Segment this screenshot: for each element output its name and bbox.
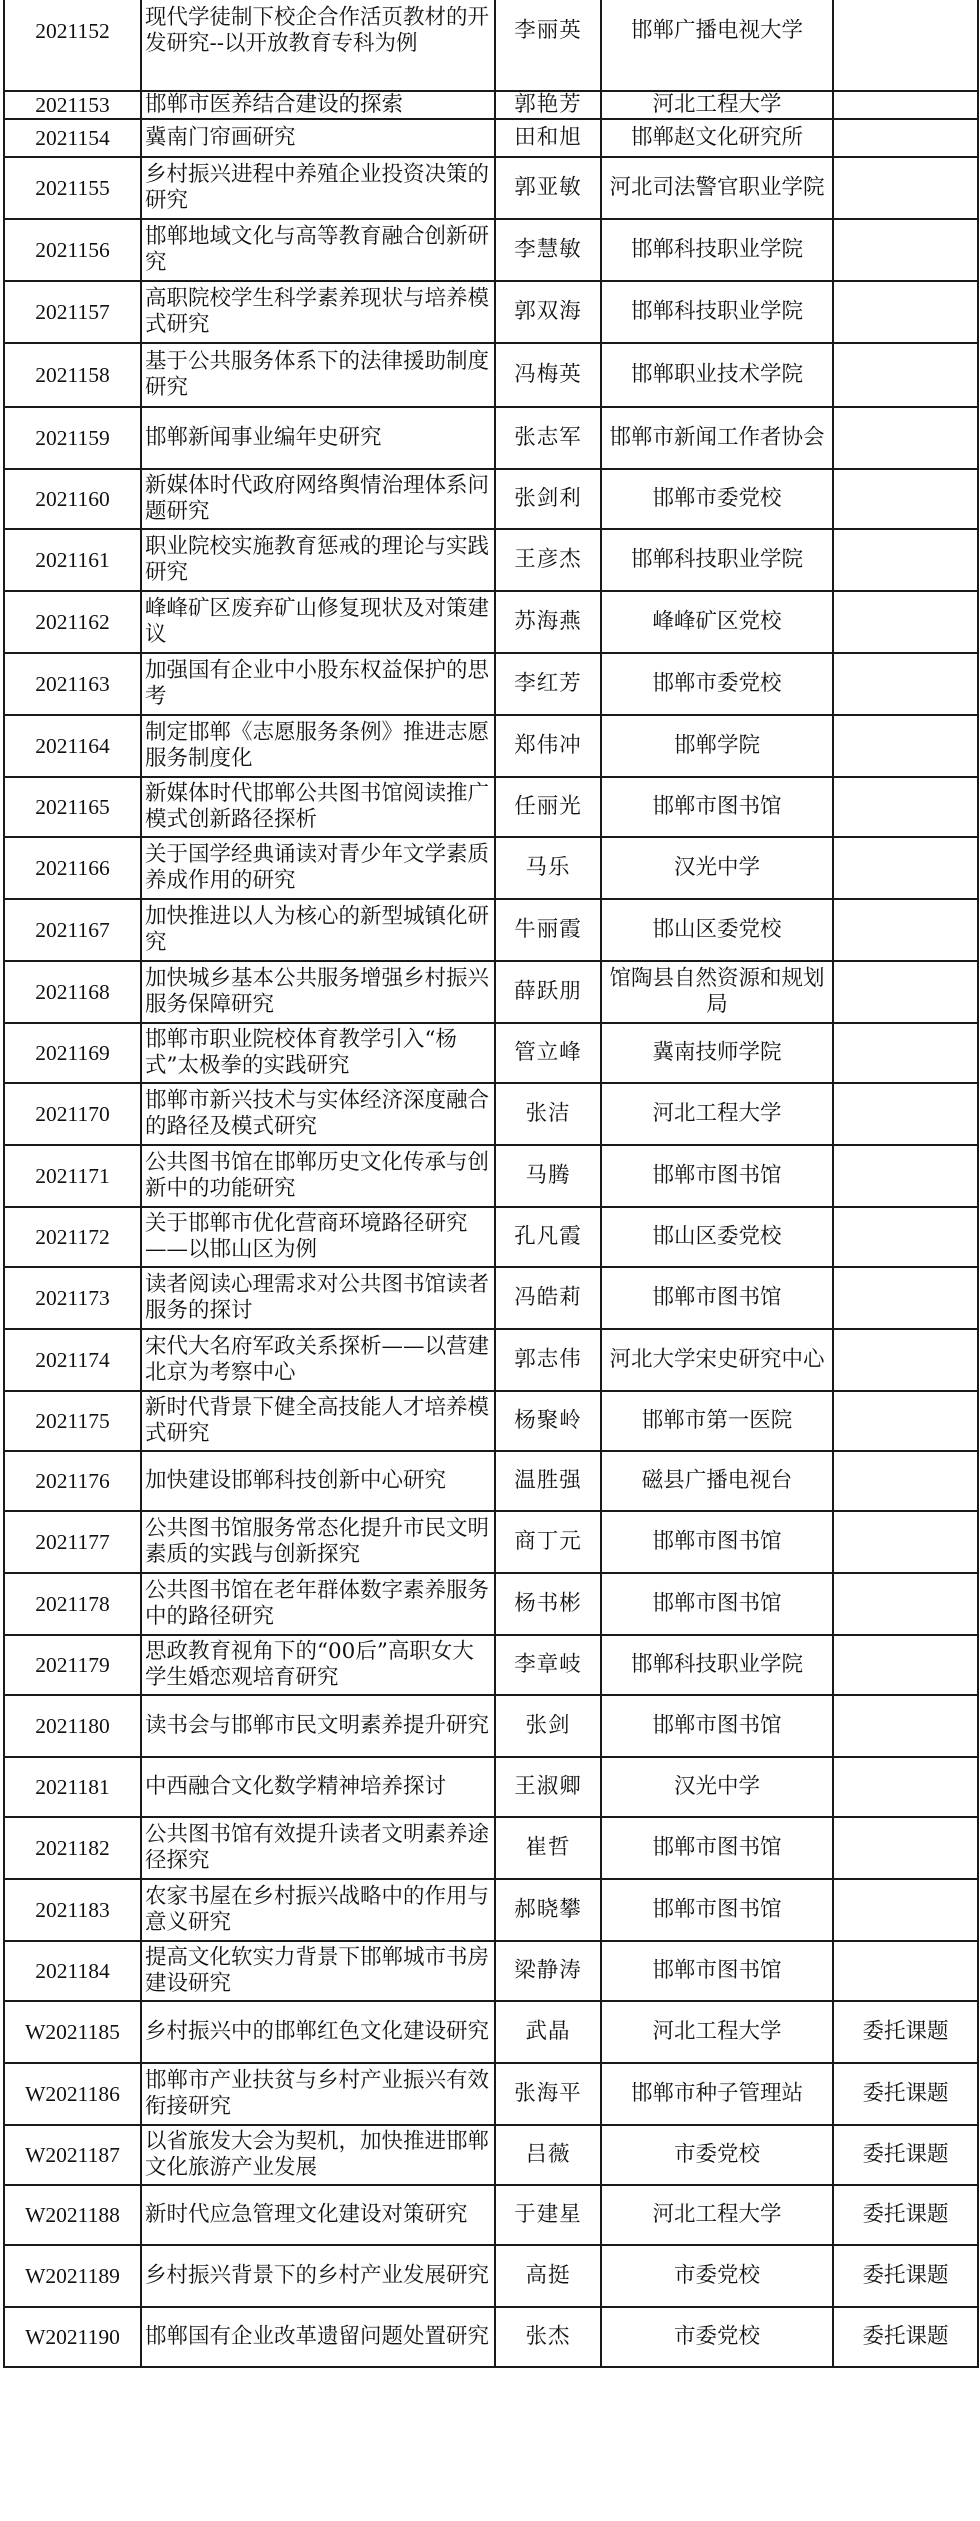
project-table	[3, 0, 979, 2368]
project-note-cell	[833, 281, 978, 343]
project-author-cell: 杨聚岭	[495, 1391, 601, 1451]
project-title-cell: 公共图书馆在老年群体数字素养服务中的路径研究	[141, 1573, 495, 1635]
project-unit-cell: 河北工程大学	[601, 1083, 833, 1145]
table-row	[4, 1573, 978, 1635]
project-title-cell: 公共图书馆服务常态化提升市民文明素质的实践与创新探究	[141, 1511, 495, 1573]
project-unit-cell: 邯郸市图书馆	[601, 777, 833, 837]
project-note-cell	[833, 1879, 978, 1941]
project-id-cell: 2021154	[4, 119, 141, 157]
project-unit-cell: 邯郸市图书馆	[601, 1267, 833, 1329]
project-title-cell: 职业院校实施教育惩戒的理论与实践研究	[141, 529, 495, 591]
project-unit-cell: 磁县广播电视台	[601, 1451, 833, 1511]
project-note-cell	[833, 1207, 978, 1267]
project-author-cell: 任丽光	[495, 777, 601, 837]
project-note-cell	[833, 343, 978, 407]
project-note-cell	[833, 1267, 978, 1329]
project-title-cell: 制定邯郸《志愿服务条例》推进志愿服务制度化	[141, 715, 495, 777]
project-unit-cell: 邯郸市新闻工作者协会	[601, 407, 833, 469]
project-author-cell: 郝晓攀	[495, 1879, 601, 1941]
project-title-cell: 关于邯郸市优化营商环境路径研究——以邯山区为例	[141, 1207, 495, 1267]
project-note-cell: 委托课题	[833, 2185, 978, 2245]
project-unit-cell: 河北工程大学	[601, 2001, 833, 2063]
table-row	[4, 1023, 978, 1083]
project-unit-cell: 邯郸职业技术学院	[601, 343, 833, 407]
table-row	[4, 1329, 978, 1391]
project-title-cell: 农家书屋在乡村振兴战略中的作用与意义研究	[141, 1879, 495, 1941]
project-note-cell	[833, 1573, 978, 1635]
project-author-cell: 张剑	[495, 1695, 601, 1757]
table-row	[4, 1511, 978, 1573]
project-id-cell: 2021178	[4, 1573, 141, 1635]
project-id-cell: 2021184	[4, 1941, 141, 2001]
table-row	[4, 2001, 978, 2063]
table-row	[4, 1267, 978, 1329]
project-unit-cell: 邯郸科技职业学院	[601, 529, 833, 591]
table-row	[4, 343, 978, 407]
project-unit-cell: 邯郸市图书馆	[601, 1879, 833, 1941]
project-unit-cell: 邯郸赵文化研究所	[601, 119, 833, 157]
project-id-cell: 2021173	[4, 1267, 141, 1329]
project-id-cell: 2021170	[4, 1083, 141, 1145]
project-id-cell: 2021152	[4, 0, 141, 91]
project-id-cell: W2021185	[4, 2001, 141, 2063]
project-id-cell: 2021182	[4, 1817, 141, 1879]
project-author-cell: 管立峰	[495, 1023, 601, 1083]
project-note-cell	[833, 899, 978, 961]
table-row	[4, 2063, 978, 2125]
project-note-cell	[833, 1757, 978, 1817]
project-title-cell: 邯郸国有企业改革遗留问题处置研究	[141, 2307, 495, 2367]
project-id-cell: 2021183	[4, 1879, 141, 1941]
project-note-cell	[833, 591, 978, 653]
table-row	[4, 591, 978, 653]
project-id-cell: 2021158	[4, 343, 141, 407]
project-title-cell: 加快城乡基本公共服务增强乡村振兴服务保障研究	[141, 961, 495, 1023]
project-note-cell: 委托课题	[833, 2063, 978, 2125]
project-title-cell: 邯郸市医养结合建设的探索	[141, 91, 495, 119]
project-author-cell: 郑伟冲	[495, 715, 601, 777]
project-unit-cell: 邯郸市图书馆	[601, 1573, 833, 1635]
project-note-cell	[833, 715, 978, 777]
project-unit-cell: 河北司法警官职业学院	[601, 157, 833, 219]
project-note-cell	[833, 157, 978, 219]
project-title-cell: 高职院校学生科学素养现状与培养模式研究	[141, 281, 495, 343]
project-title-cell: 新媒体时代邯郸公共图书馆阅读推广模式创新路径探析	[141, 777, 495, 837]
project-note-cell: 委托课题	[833, 2125, 978, 2185]
table-row	[4, 2125, 978, 2185]
project-unit-cell: 冀南技师学院	[601, 1023, 833, 1083]
project-note-cell	[833, 1083, 978, 1145]
project-unit-cell: 河北大学宋史研究中心	[601, 1329, 833, 1391]
project-unit-cell: 邯郸市委党校	[601, 653, 833, 715]
project-author-cell: 冯皓莉	[495, 1267, 601, 1329]
project-id-cell: 2021171	[4, 1145, 141, 1207]
project-id-cell: 2021175	[4, 1391, 141, 1451]
project-author-cell: 张杰	[495, 2307, 601, 2367]
project-id-cell: 2021176	[4, 1451, 141, 1511]
table-row	[4, 837, 978, 899]
project-unit-cell: 市委党校	[601, 2125, 833, 2185]
project-unit-cell: 邯郸市第一医院	[601, 1391, 833, 1451]
project-id-cell: 2021156	[4, 219, 141, 281]
project-unit-cell: 邯郸市种子管理站	[601, 2063, 833, 2125]
project-author-cell: 张剑利	[495, 469, 601, 529]
project-id-cell: 2021155	[4, 157, 141, 219]
table-row	[4, 1757, 978, 1817]
project-title-cell: 公共图书馆在邯郸历史文化传承与创新中的功能研究	[141, 1145, 495, 1207]
project-author-cell: 张洁	[495, 1083, 601, 1145]
project-note-cell	[833, 219, 978, 281]
project-title-cell: 读书会与邯郸市民文明素养提升研究	[141, 1695, 495, 1757]
project-author-cell: 李章岐	[495, 1635, 601, 1695]
project-unit-cell: 河北工程大学	[601, 2185, 833, 2245]
table-row	[4, 407, 978, 469]
table-row	[4, 119, 978, 157]
table-row	[4, 1635, 978, 1695]
table-row	[4, 1145, 978, 1207]
project-title-cell: 加快推进以人为核心的新型城镇化研究	[141, 899, 495, 961]
project-title-cell: 公共图书馆有效提升读者文明素养途径探究	[141, 1817, 495, 1879]
project-note-cell: 委托课题	[833, 2001, 978, 2063]
project-note-cell: 委托课题	[833, 2245, 978, 2307]
project-title-cell: 提高文化软实力背景下邯郸城市书房建设研究	[141, 1941, 495, 2001]
project-unit-cell: 汉光中学	[601, 837, 833, 899]
project-id-cell: 2021159	[4, 407, 141, 469]
table-row	[4, 2185, 978, 2245]
project-note-cell	[833, 777, 978, 837]
project-author-cell: 李丽英	[495, 0, 601, 91]
project-note-cell	[833, 91, 978, 119]
table-row	[4, 529, 978, 591]
project-title-cell: 思政教育视角下的“00后”高职女大学生婚恋观培育研究	[141, 1635, 495, 1695]
project-unit-cell: 邯郸科技职业学院	[601, 1635, 833, 1695]
project-id-cell: 2021167	[4, 899, 141, 961]
project-author-cell: 李红芳	[495, 653, 601, 715]
project-id-cell: W2021190	[4, 2307, 141, 2367]
project-title-cell: 加强国有企业中小股东权益保护的思考	[141, 653, 495, 715]
table-row	[4, 899, 978, 961]
project-author-cell: 郭艳芳	[495, 91, 601, 119]
project-note-cell	[833, 1941, 978, 2001]
project-note-cell	[833, 837, 978, 899]
project-id-cell: 2021165	[4, 777, 141, 837]
project-unit-cell: 市委党校	[601, 2245, 833, 2307]
project-author-cell: 郭亚敏	[495, 157, 601, 219]
project-note-cell	[833, 1635, 978, 1695]
project-id-cell: 2021168	[4, 961, 141, 1023]
table-row	[4, 1207, 978, 1267]
project-author-cell: 李慧敏	[495, 219, 601, 281]
project-note-cell	[833, 1817, 978, 1879]
project-id-cell: W2021186	[4, 2063, 141, 2125]
project-author-cell: 张志军	[495, 407, 601, 469]
project-unit-cell: 邯郸市图书馆	[601, 1817, 833, 1879]
project-title-cell: 冀南门帘画研究	[141, 119, 495, 157]
table-row	[4, 715, 978, 777]
project-author-cell: 孔凡霞	[495, 1207, 601, 1267]
project-id-cell: 2021181	[4, 1757, 141, 1817]
table-row	[4, 0, 978, 91]
project-id-cell: 2021160	[4, 469, 141, 529]
project-id-cell: 2021153	[4, 91, 141, 119]
project-author-cell: 田和旭	[495, 119, 601, 157]
project-title-cell: 中西融合文化数学精神培养探讨	[141, 1757, 495, 1817]
project-unit-cell: 邯郸科技职业学院	[601, 281, 833, 343]
table-row	[4, 469, 978, 529]
project-unit-cell: 邯郸市图书馆	[601, 1511, 833, 1573]
project-author-cell: 马乐	[495, 837, 601, 899]
project-id-cell: W2021189	[4, 2245, 141, 2307]
project-author-cell: 马腾	[495, 1145, 601, 1207]
project-note-cell	[833, 407, 978, 469]
project-author-cell: 崔哲	[495, 1817, 601, 1879]
project-title-cell: 邯郸新闻事业编年史研究	[141, 407, 495, 469]
project-unit-cell: 河北工程大学	[601, 91, 833, 119]
table-row	[4, 219, 978, 281]
table-row	[4, 1941, 978, 2001]
table-row	[4, 157, 978, 219]
project-note-cell	[833, 653, 978, 715]
project-author-cell: 商丁元	[495, 1511, 601, 1573]
project-title-cell: 乡村振兴背景下的乡村产业发展研究	[141, 2245, 495, 2307]
project-note-cell	[833, 469, 978, 529]
project-note-cell	[833, 961, 978, 1023]
project-author-cell: 郭志伟	[495, 1329, 601, 1391]
project-note-cell	[833, 529, 978, 591]
project-id-cell: W2021187	[4, 2125, 141, 2185]
table-row	[4, 281, 978, 343]
table-row	[4, 777, 978, 837]
project-title-cell: 关于国学经典诵读对青少年文学素质养成作用的研究	[141, 837, 495, 899]
project-unit-cell: 邯郸学院	[601, 715, 833, 777]
table-row	[4, 91, 978, 119]
project-id-cell: 2021163	[4, 653, 141, 715]
project-unit-cell: 峰峰矿区党校	[601, 591, 833, 653]
project-author-cell: 薛跃朋	[495, 961, 601, 1023]
project-title-cell: 现代学徒制下校企合作活页教材的开发研究--以开放教育专科为例	[141, 0, 495, 91]
project-title-cell: 新时代应急管理文化建设对策研究	[141, 2185, 495, 2245]
table-row	[4, 2245, 978, 2307]
project-title-cell: 乡村振兴进程中养殖企业投资决策的研究	[141, 157, 495, 219]
project-id-cell: W2021188	[4, 2185, 141, 2245]
project-title-cell: 邯郸市新兴技术与实体经济深度融合的路径及模式研究	[141, 1083, 495, 1145]
project-id-cell: 2021162	[4, 591, 141, 653]
project-author-cell: 牛丽霞	[495, 899, 601, 961]
project-author-cell: 冯梅英	[495, 343, 601, 407]
table-row	[4, 961, 978, 1023]
project-id-cell: 2021164	[4, 715, 141, 777]
project-unit-cell: 邯山区委党校	[601, 1207, 833, 1267]
table-row	[4, 1879, 978, 1941]
project-note-cell: 委托课题	[833, 2307, 978, 2367]
project-note-cell	[833, 1391, 978, 1451]
project-note-cell	[833, 1511, 978, 1573]
project-title-cell: 基于公共服务体系下的法律援助制度研究	[141, 343, 495, 407]
project-note-cell	[833, 1145, 978, 1207]
table-row	[4, 1083, 978, 1145]
project-title-cell: 邯郸地域文化与高等教育融合创新研究	[141, 219, 495, 281]
project-title-cell: 峰峰矿区废弃矿山修复现状及对策建议	[141, 591, 495, 653]
project-unit-cell: 邯郸广播电视大学	[601, 0, 833, 91]
project-author-cell: 吕薇	[495, 2125, 601, 2185]
project-unit-cell: 邯郸市委党校	[601, 469, 833, 529]
project-id-cell: 2021157	[4, 281, 141, 343]
project-id-cell: 2021161	[4, 529, 141, 591]
project-author-cell: 武晶	[495, 2001, 601, 2063]
project-author-cell: 王淑卿	[495, 1757, 601, 1817]
project-note-cell	[833, 1451, 978, 1511]
table-row	[4, 1817, 978, 1879]
project-title-cell: 新媒体时代政府网络舆情治理体系问题研究	[141, 469, 495, 529]
project-author-cell: 杨书彬	[495, 1573, 601, 1635]
project-author-cell: 于建星	[495, 2185, 601, 2245]
project-unit-cell: 邯山区委党校	[601, 899, 833, 961]
project-title-cell: 读者阅读心理需求对公共图书馆读者服务的探讨	[141, 1267, 495, 1329]
project-title-cell: 加快建设邯郸科技创新中心研究	[141, 1451, 495, 1511]
project-title-cell: 新时代背景下健全高技能人才培养模式研究	[141, 1391, 495, 1451]
project-title-cell: 乡村振兴中的邯郸红色文化建设研究	[141, 2001, 495, 2063]
project-unit-cell: 馆陶县自然资源和规划局	[601, 961, 833, 1023]
project-title-cell: 宋代大名府军政关系探析——以营建北京为考察中心	[141, 1329, 495, 1391]
table-row	[4, 1451, 978, 1511]
project-id-cell: 2021166	[4, 837, 141, 899]
project-unit-cell: 邯郸市图书馆	[601, 1695, 833, 1757]
project-table-body	[4, 0, 978, 2367]
project-unit-cell: 汉光中学	[601, 1757, 833, 1817]
table-row	[4, 1695, 978, 1757]
project-title-cell: 以省旅发大会为契机，加快推进邯郸文化旅游产业发展	[141, 2125, 495, 2185]
project-title-cell: 邯郸市产业扶贫与乡村产业振兴有效衔接研究	[141, 2063, 495, 2125]
table-row	[4, 653, 978, 715]
project-unit-cell: 邯郸市图书馆	[601, 1941, 833, 2001]
project-unit-cell: 邯郸科技职业学院	[601, 219, 833, 281]
project-note-cell	[833, 0, 978, 91]
project-note-cell	[833, 1695, 978, 1757]
project-note-cell	[833, 119, 978, 157]
table-row	[4, 2307, 978, 2367]
project-unit-cell: 邯郸市图书馆	[601, 1145, 833, 1207]
project-note-cell	[833, 1329, 978, 1391]
project-author-cell: 苏海燕	[495, 591, 601, 653]
project-id-cell: 2021179	[4, 1635, 141, 1695]
table-row	[4, 1391, 978, 1451]
project-note-cell	[833, 1023, 978, 1083]
project-author-cell: 温胜强	[495, 1451, 601, 1511]
project-id-cell: 2021180	[4, 1695, 141, 1757]
project-author-cell: 王彦杰	[495, 529, 601, 591]
project-author-cell: 张海平	[495, 2063, 601, 2125]
project-id-cell: 2021174	[4, 1329, 141, 1391]
project-author-cell: 梁静涛	[495, 1941, 601, 2001]
project-author-cell: 郭双海	[495, 281, 601, 343]
project-id-cell: 2021177	[4, 1511, 141, 1573]
project-id-cell: 2021169	[4, 1023, 141, 1083]
project-author-cell: 高挺	[495, 2245, 601, 2307]
project-unit-cell: 市委党校	[601, 2307, 833, 2367]
project-id-cell: 2021172	[4, 1207, 141, 1267]
project-title-cell: 邯郸市职业院校体育教学引入“杨式”太极拳的实践研究	[141, 1023, 495, 1083]
